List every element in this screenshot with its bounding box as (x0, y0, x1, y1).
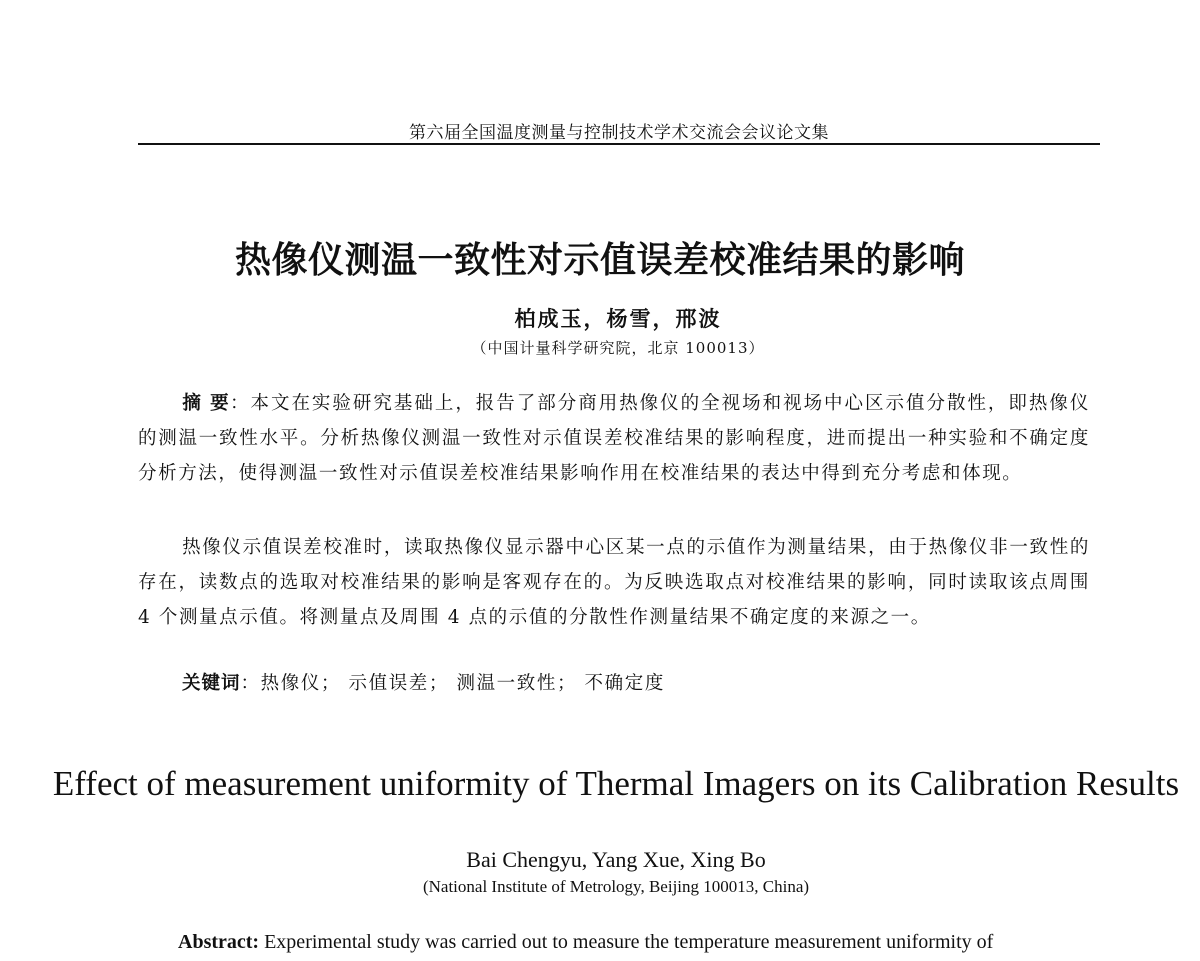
chinese-abstract-text: ：本文在实验研究基础上，报告了部分商用热像仪的全视场和视场中心区示值分散性，即热像仪的测温一致性水平。分析热像仪测温一致性对示值误差校准结果的影响程度，进而提出一种实验和不确定度分析方法，使得测温一致性对示值误差校准结果影响作用在校准结果的表达中得到充分考虑和体现。 (138, 393, 1090, 484)
english-title: Effect of measurement uniformity of Thermal Imagers on its Calibration Results (52, 764, 1180, 803)
chinese-title: 热像仪测温一致性对示值误差校准结果的影响 (234, 240, 965, 281)
english-abstract-label: Abstract: (178, 931, 260, 953)
chinese-abstract-label: 摘 要 (182, 393, 230, 414)
chinese-authors: 柏成玉，杨雪，邢波 (514, 306, 722, 331)
english-abstract-text: Experimental study was carried out to measure the temperature measurement uniformity of (259, 931, 994, 953)
english-authors: Bai Chengyu, Yang Xue, Xing Bo (466, 847, 766, 872)
chinese-keywords-label: 关键词 (182, 673, 241, 694)
chinese-paragraph-2 (138, 530, 1090, 635)
chinese-abstract (138, 386, 1090, 491)
chinese-keywords-text: ：热像仪； 示值误差； 测温一致性； 不确定度 (240, 673, 665, 694)
chinese-keywords (138, 666, 1090, 701)
chinese-affiliation: （中国计量科学研究院，北京 100013） (471, 339, 765, 357)
english-affiliation: (National Institute of Metrology, Beijing 100013, China) (422, 877, 810, 896)
chinese-paragraph-2-text: 热像仪示值误差校准时，读取热像仪显示器中心区某一点的示值作为测量结果，由于热像仪非一致性的存在，读数点的选取对校准结果的影响是客观存在的。为反映选取点对校准结果的影响，同时读取该点周围 4 个测量点示值。将测量点及周围 4 点的示值的分散性作测量结果不确定度的来源之一。 (138, 537, 1090, 628)
running-header: 第六届全国温度测量与控制技术学术交流会会议论文集 (409, 123, 829, 143)
english-abstract (178, 928, 1078, 956)
header-rule (138, 143, 1100, 145)
